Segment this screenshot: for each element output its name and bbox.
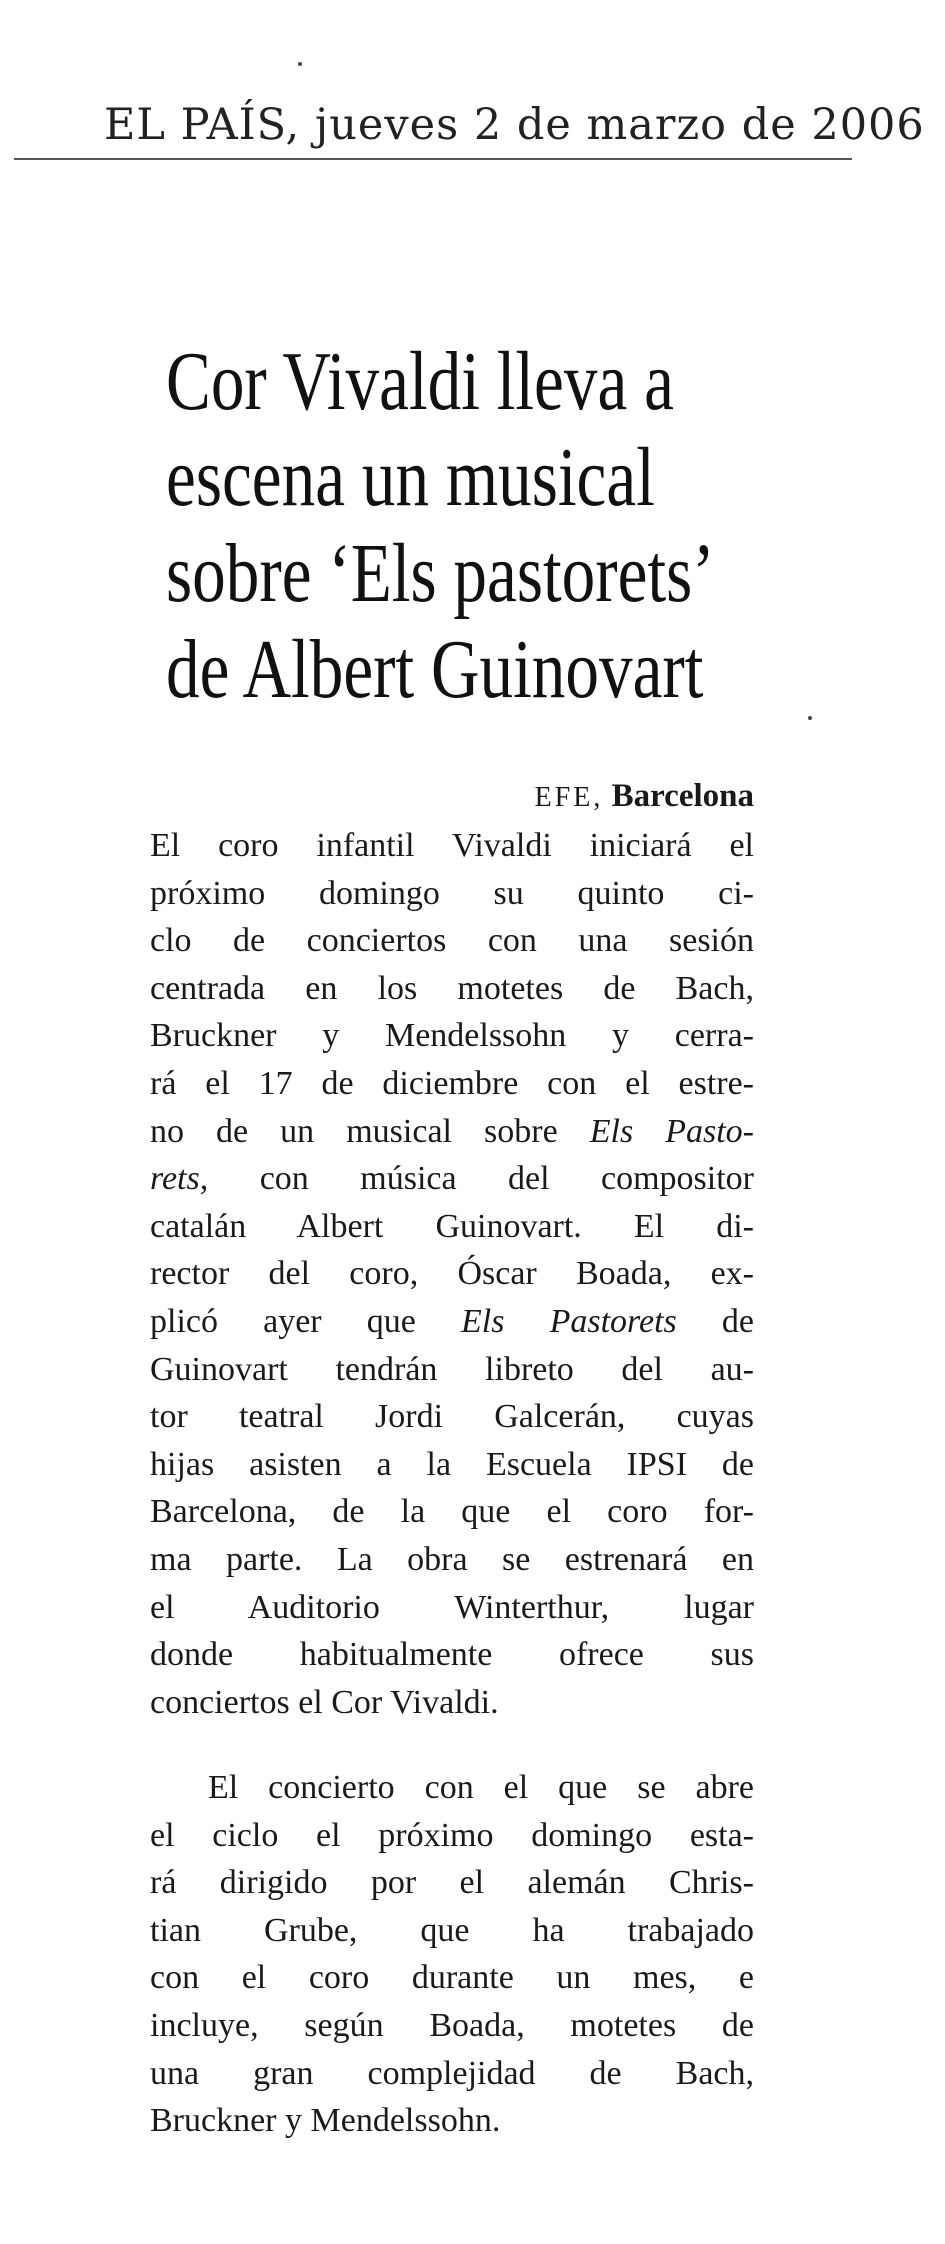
- italic-title: Els Pastorets: [461, 1302, 677, 1340]
- body-line: conciertos el Cor Vivaldi.: [150, 1683, 499, 1721]
- body-line: Bruckner y Mendelssohn.: [150, 2102, 501, 2140]
- body-line: [150, 1298, 754, 1346]
- article-paragraph-2: [150, 1764, 754, 2145]
- body-line: próximo domingo su quinto ci-: [150, 874, 754, 912]
- body-line: clo de conciertos con una sesión: [150, 922, 754, 960]
- body-line: rá el 17 de diciembre con el estre-: [150, 1064, 754, 1102]
- body-segment: plicó ayer que: [150, 1302, 416, 1340]
- body-line: donde habitualmente ofrece sus: [150, 1636, 754, 1674]
- body-line: El concierto con el que se abre: [208, 1769, 754, 1806]
- headline-line: de Albert Guinovart: [166, 623, 704, 716]
- byline-agency: EFE,: [534, 782, 604, 813]
- body-segment: de: [721, 1302, 755, 1340]
- body-line: [150, 1108, 754, 1156]
- scan-speck: [808, 716, 812, 720]
- byline-city: Barcelona: [611, 778, 754, 814]
- body-segment: no de un musical sobre: [150, 1112, 558, 1150]
- body-line: ma parte. La obra se estrenará en: [150, 1540, 754, 1578]
- headline-line: Cor Vivaldi lleva a: [166, 335, 674, 428]
- body-line: tian Grube, que ha trabajado: [150, 1911, 754, 1949]
- body-line: hijas asisten a la Escuela IPSI de: [150, 1445, 754, 1483]
- body-segment: con música del compositor: [259, 1160, 755, 1198]
- body-line: centrada en los motetes de Bach,: [150, 969, 754, 1007]
- masthead-rule: [14, 158, 852, 160]
- body-line: Barcelona, de la que el coro for-: [150, 1493, 754, 1531]
- body-line: incluye, según Boada, motetes de: [150, 2006, 754, 2044]
- article-headline: [166, 334, 715, 718]
- body-line: El coro infantil Vivaldi iniciará el: [150, 827, 754, 864]
- body-line: Guinovart tendrán libreto del au-: [150, 1350, 754, 1388]
- italic-title: Els Pasto-: [589, 1112, 754, 1150]
- body-line: el Auditorio Winterthur, lugar: [150, 1588, 754, 1626]
- body-line: rector del coro, Óscar Boada, ex-: [150, 1255, 754, 1293]
- article-byline: [480, 778, 754, 815]
- body-line: el ciclo el próximo domingo esta-: [150, 1816, 754, 1854]
- body-line: con el coro durante un mes, e: [150, 1959, 754, 1997]
- body-line: [150, 1155, 754, 1203]
- headline-line: sobre ‘Els pastorets’: [166, 527, 715, 620]
- body-line: rá dirigido por el alemán Chris-: [150, 1864, 754, 1902]
- article-paragraph-1: [150, 822, 754, 1726]
- scan-speck: [298, 62, 302, 66]
- newspaper-masthead: EL PAÍS, jueves 2 de marzo de 2006: [104, 100, 925, 150]
- body-line: catalán Albert Guinovart. El di-: [150, 1207, 754, 1245]
- body-line: tor teatral Jordi Galcerán, cuyas: [150, 1398, 754, 1436]
- body-line: Bruckner y Mendelssohn y cerra-: [150, 1017, 754, 1055]
- italic-title: rets,: [150, 1160, 209, 1198]
- body-line: una gran complejidad de Bach,: [150, 2054, 754, 2092]
- headline-line: escena un musical: [166, 431, 655, 524]
